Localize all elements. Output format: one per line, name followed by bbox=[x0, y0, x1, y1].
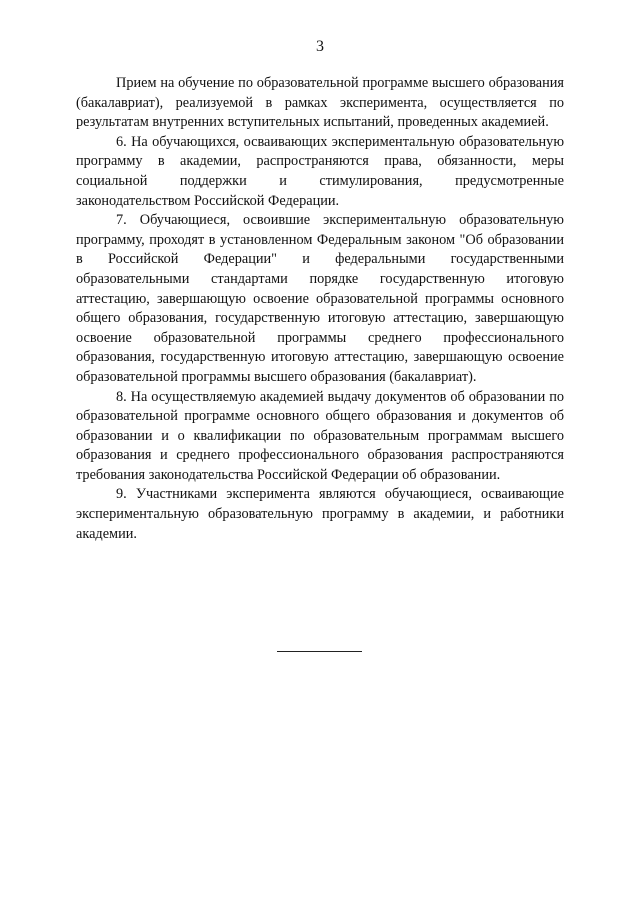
paragraph-admission: Прием на обучение по образовательной программе высшего образования (бакалавриат), реализуемой в рамках эксперимента, осуществляется по результатам внутренних вступительных испытаний, проведенных академией. bbox=[76, 75, 564, 131]
document-body bbox=[76, 74, 564, 544]
paragraph-9-participants: 9. Участниками эксперимента являются обучающиеся, осваивающие экспериментальную образовательную программу в академии, и работники академии. bbox=[76, 486, 564, 542]
page-number: 3 bbox=[316, 38, 324, 55]
paragraph-7-final-attestation: 7. Обучающиеся, освоившие экспериментальную образовательную программу, проходят в установленном Федеральным законом "Об образовании в Российской Федерации" и федеральными государственными образовательными стандартами порядке государственную итоговую аттестацию, завершающую освоение образовательной программы основного общего образования, государственную итоговую аттестацию, завершающую освоение образовательной программы среднего профессионального образования, государственную итоговую аттестацию, завершающую освоение образовательной программы высшего образования (бакалавриат). bbox=[76, 212, 564, 385]
end-of-document-rule bbox=[277, 651, 362, 652]
paragraph-6-student-rights: 6. На обучающихся, осваивающих экспериментальную образовательную программу в академии, распространяются права, обязанности, меры социальной поддержки и стимулирования, предусмотренные законодательством Российской Федерации. bbox=[76, 133, 564, 209]
paragraph-8-education-documents: 8. На осуществляемую академией выдачу документов об образовании по образовательной программе основного общего образования и документов об образовании и о квалификации по образовательным программам высшего образования и среднего профессионального образования распространяются требования законодательства Российской Федерации об образовании. bbox=[76, 388, 564, 483]
